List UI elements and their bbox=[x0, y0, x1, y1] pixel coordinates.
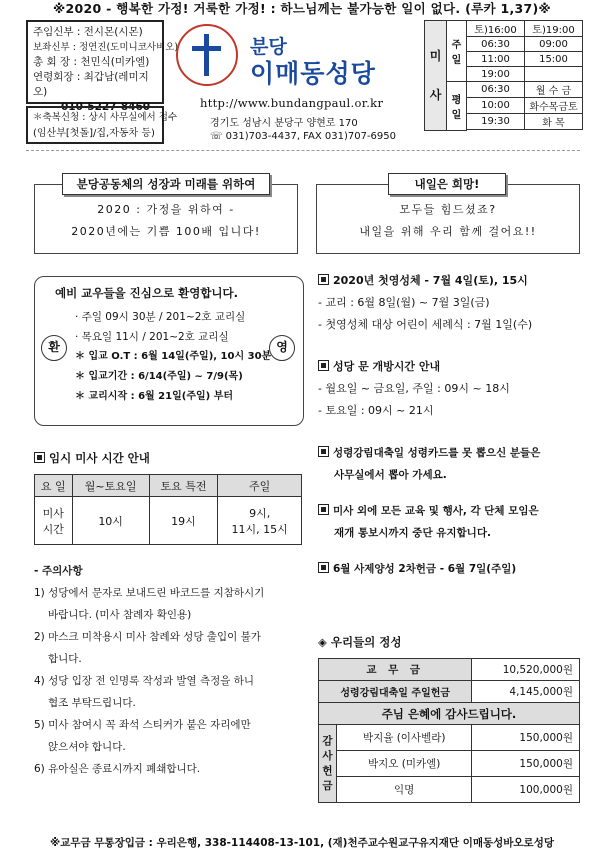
note-line: 바랍니다. (미사 참례자 확인용) bbox=[48, 609, 192, 621]
table-header: 주일 bbox=[218, 475, 302, 497]
communion-item: - 교리 : 6월 8일(월) ~ 7월 3일(금) bbox=[318, 296, 490, 309]
mass-time: 06:30 bbox=[467, 82, 525, 98]
top-banner: ※2020 - 행복한 가정! 거룩한 가정! : 하느님께는 불가능한 일이 없다. (루카 1,37)※ bbox=[53, 1, 551, 16]
welcome-line: ＊ 입교기간 : 6/14(주일) ~ 7/9(목) bbox=[75, 371, 243, 382]
table-header: 토요 특전 bbox=[149, 475, 218, 497]
welcome-schedule bbox=[75, 307, 275, 407]
card-notice bbox=[318, 442, 586, 464]
checkbox-icon bbox=[318, 360, 329, 371]
mass-day: 월 수 금 bbox=[525, 82, 583, 98]
offering-title: ◈ 우리들의 정성 bbox=[318, 635, 402, 649]
note-line: 2) 마스크 미착용시 미사 참례와 성당 출입이 불가 bbox=[34, 631, 261, 643]
church-name-top: 분당 bbox=[250, 36, 287, 58]
open-hours-title bbox=[318, 356, 586, 378]
office-note-line: (임산부[첫돌]/집,자동차 등) bbox=[33, 128, 155, 139]
open-hours-item: - 토요일 : 09시 ~ 21시 bbox=[318, 404, 434, 417]
welcome-badge-left: 환 bbox=[41, 335, 67, 361]
footer-bank-info: ※교무금 무통장입금 : 우리은행, 338-114408-13-101, (재)천주교수원교구유지재단 이매동성바오로성당 bbox=[50, 837, 554, 849]
checkbox-icon bbox=[318, 274, 329, 285]
communion-item: - 첫영성체 대상 어린이 세례식 : 7월 1일(수) bbox=[318, 318, 533, 331]
thanks-side-label bbox=[319, 725, 337, 803]
mass-time: 10:00 bbox=[467, 98, 525, 114]
note-line: 합니다. bbox=[48, 653, 82, 665]
cross-icon bbox=[204, 34, 209, 76]
mass-label-char: 사 bbox=[429, 88, 442, 103]
stop-notice-line: 재개 통보시까지 중단 유지합니다. bbox=[334, 527, 491, 539]
note-line: 6) 유아실은 종료시까지 폐쇄합니다. bbox=[34, 763, 201, 775]
table-header: 월~토요일 bbox=[72, 475, 149, 497]
hope-section-title: 내일은 희망! bbox=[388, 173, 506, 195]
donor-name: 익명 bbox=[337, 777, 472, 803]
side-label-char: 감 bbox=[322, 734, 333, 747]
card-notice-line: 사무실에서 뽑아 가세요. bbox=[334, 469, 447, 481]
right-column bbox=[318, 270, 586, 580]
offering-table bbox=[318, 658, 580, 803]
table-cell bbox=[218, 497, 302, 545]
mass-time: 09:00 bbox=[525, 37, 583, 52]
offering-label: 성령강림대축일 주일헌금 bbox=[319, 681, 472, 703]
mass-time: 토)16:00 bbox=[467, 21, 525, 37]
church-header bbox=[170, 20, 420, 144]
stop-notice bbox=[318, 500, 586, 522]
welcome-box bbox=[34, 276, 304, 426]
staff-line: 보좌신부 : 정연진(도미니코사비오) bbox=[33, 42, 179, 53]
note-line: 앉으셔야 합니다. bbox=[48, 741, 126, 753]
staff-phone: 010-5227-8460 bbox=[61, 101, 151, 113]
communion-title bbox=[318, 270, 586, 292]
checkbox-icon bbox=[34, 452, 45, 463]
notes-title: - 주의사항 bbox=[34, 565, 83, 577]
stop-notice-text: 미사 외에 모든 교육 및 행사, 각 단체 모임은 bbox=[333, 505, 539, 517]
mass-schedule-table bbox=[424, 20, 583, 131]
hope-line: 모두들 힘드셨죠? bbox=[399, 203, 497, 216]
cell-line: 11시, 15시 bbox=[231, 522, 288, 536]
table-cell: 19시 bbox=[149, 497, 218, 545]
note-line: 1) 성당에서 문자로 보내드린 바코드를 지참하시기 bbox=[34, 587, 265, 599]
mass-time: 19:30 bbox=[467, 114, 525, 130]
donor-name: 박지율 (이사벨라) bbox=[337, 725, 472, 751]
mass-time: 토)19:00 bbox=[525, 21, 583, 37]
mass-label-char: 미 bbox=[429, 49, 442, 64]
office-note-box bbox=[26, 106, 178, 144]
note-line: 5) 미사 참여시 꼭 좌석 스티커가 붙은 자리에만 bbox=[34, 719, 251, 731]
office-note-line: ＊축복신청 : 상시 사무실에서 접수 bbox=[33, 112, 178, 123]
temp-mass-title-text: 임시 미사 시간 안내 bbox=[49, 451, 150, 465]
staff-line: 총 회 장 : 천민식(미카엘) bbox=[33, 56, 150, 68]
note-line: 협조 부탁드립니다. bbox=[48, 697, 136, 709]
cross-icon-bar bbox=[192, 46, 221, 51]
welcome-badge-right: 영 bbox=[269, 335, 295, 361]
table-row-label bbox=[35, 497, 73, 545]
weekday-label bbox=[447, 82, 467, 131]
staff-line: 주임신부 : 전시몬(시몬) bbox=[33, 26, 143, 38]
row-label-line: 미사 bbox=[42, 506, 64, 520]
offering-amount: 4,145,000원 bbox=[472, 681, 580, 703]
note-line: 4) 성당 입장 전 인명록 작성과 발열 측정을 하니 bbox=[34, 675, 255, 687]
temp-mass-table bbox=[34, 474, 302, 545]
row-label-line: 시간 bbox=[42, 522, 64, 536]
weekday-label-char: 평 bbox=[451, 94, 462, 106]
side-label-char: 헌 bbox=[322, 764, 333, 777]
table-cell: 10시 bbox=[72, 497, 149, 545]
communion-title-text: 2020년 첫영성체 - 7월 4일(토), 15시 bbox=[333, 274, 528, 287]
donor-amount: 150,000원 bbox=[472, 725, 580, 751]
welcome-title: 예비 교우들을 진심으로 환영합니다. bbox=[55, 286, 239, 300]
notes-section bbox=[34, 560, 304, 780]
sunday-label-char: 주 bbox=[451, 40, 462, 51]
open-hours-item: - 월요일 ~ 금요일, 주일 : 09시 ~ 18시 bbox=[318, 382, 510, 395]
divider bbox=[26, 150, 580, 151]
donor-amount: 100,000원 bbox=[472, 777, 580, 803]
checkbox-icon bbox=[318, 504, 329, 515]
mass-time bbox=[525, 67, 583, 82]
table-header: 요 일 bbox=[35, 475, 73, 497]
mass-time: 19:00 bbox=[467, 67, 525, 82]
thanks-row: 주님 은혜에 감사드립니다. bbox=[319, 703, 580, 725]
growth-line: 2020 : 가정을 위하여 - bbox=[97, 203, 235, 216]
welcome-line: · 주일 09시 30분 / 201~2호 교리실 bbox=[75, 311, 246, 323]
cell-line: 9시, bbox=[249, 506, 271, 520]
offering-amount: 10,520,000원 bbox=[472, 659, 580, 681]
sunday-label bbox=[447, 21, 467, 82]
open-hours-title-text: 성당 문 개방시간 안내 bbox=[333, 360, 441, 373]
church-address: 경기도 성남시 분당구 양현로 170 bbox=[210, 118, 358, 129]
mass-time: 06:30 bbox=[467, 37, 525, 52]
website-link[interactable]: http://www.bundangpaul.or.kr bbox=[200, 96, 384, 110]
sunday-label-char: 일 bbox=[451, 55, 462, 66]
mass-time: 11:00 bbox=[467, 52, 525, 67]
growth-section-title: 분당공동체의 성장과 미래를 위하여 bbox=[62, 173, 270, 195]
collection-title-text: 6월 사제양성 2차헌금 - 6월 7일(주일) bbox=[333, 563, 517, 575]
church-contact: ☏ 031)703-4437, FAX 031)707-6950 bbox=[210, 131, 397, 142]
welcome-line: ＊ 교리시작 : 6월 21일(주일) 부터 bbox=[75, 391, 234, 402]
mass-day: 화 목 bbox=[525, 114, 583, 130]
church-name-main: 이매동성당 bbox=[250, 59, 376, 88]
checkbox-icon bbox=[318, 446, 329, 457]
growth-line: 2020년에는 기쁨 100배 입니다! bbox=[71, 225, 261, 238]
side-label-char: 금 bbox=[322, 779, 333, 792]
donor-amount: 150,000원 bbox=[472, 751, 580, 777]
donor-name: 박지오 (미카엘) bbox=[337, 751, 472, 777]
temp-mass-title bbox=[34, 450, 150, 466]
welcome-line: · 목요일 11시 / 201~2호 교리실 bbox=[75, 331, 229, 343]
mass-label bbox=[425, 21, 447, 131]
checkbox-icon bbox=[318, 562, 329, 573]
hope-line: 내일을 위해 우리 함께 걸어요!! bbox=[359, 225, 537, 238]
mass-time: 15:00 bbox=[525, 52, 583, 67]
staff-box bbox=[26, 20, 179, 113]
collection-title bbox=[318, 558, 586, 580]
mass-day: 화수목금토 bbox=[525, 98, 583, 114]
offering-label: 교 무 금 bbox=[319, 659, 472, 681]
staff-line: 연령회장 : 최갑남(레미지오) bbox=[33, 71, 149, 98]
card-notice-text: 성령강림대축일 성령카드를 못 뽑으신 분들은 bbox=[333, 447, 541, 459]
weekday-label-char: 일 bbox=[451, 109, 462, 121]
welcome-line: ＊ 입교 O.T : 6월 14일(주일), 10시 30분 bbox=[75, 351, 272, 362]
side-label-char: 사 bbox=[322, 749, 333, 762]
